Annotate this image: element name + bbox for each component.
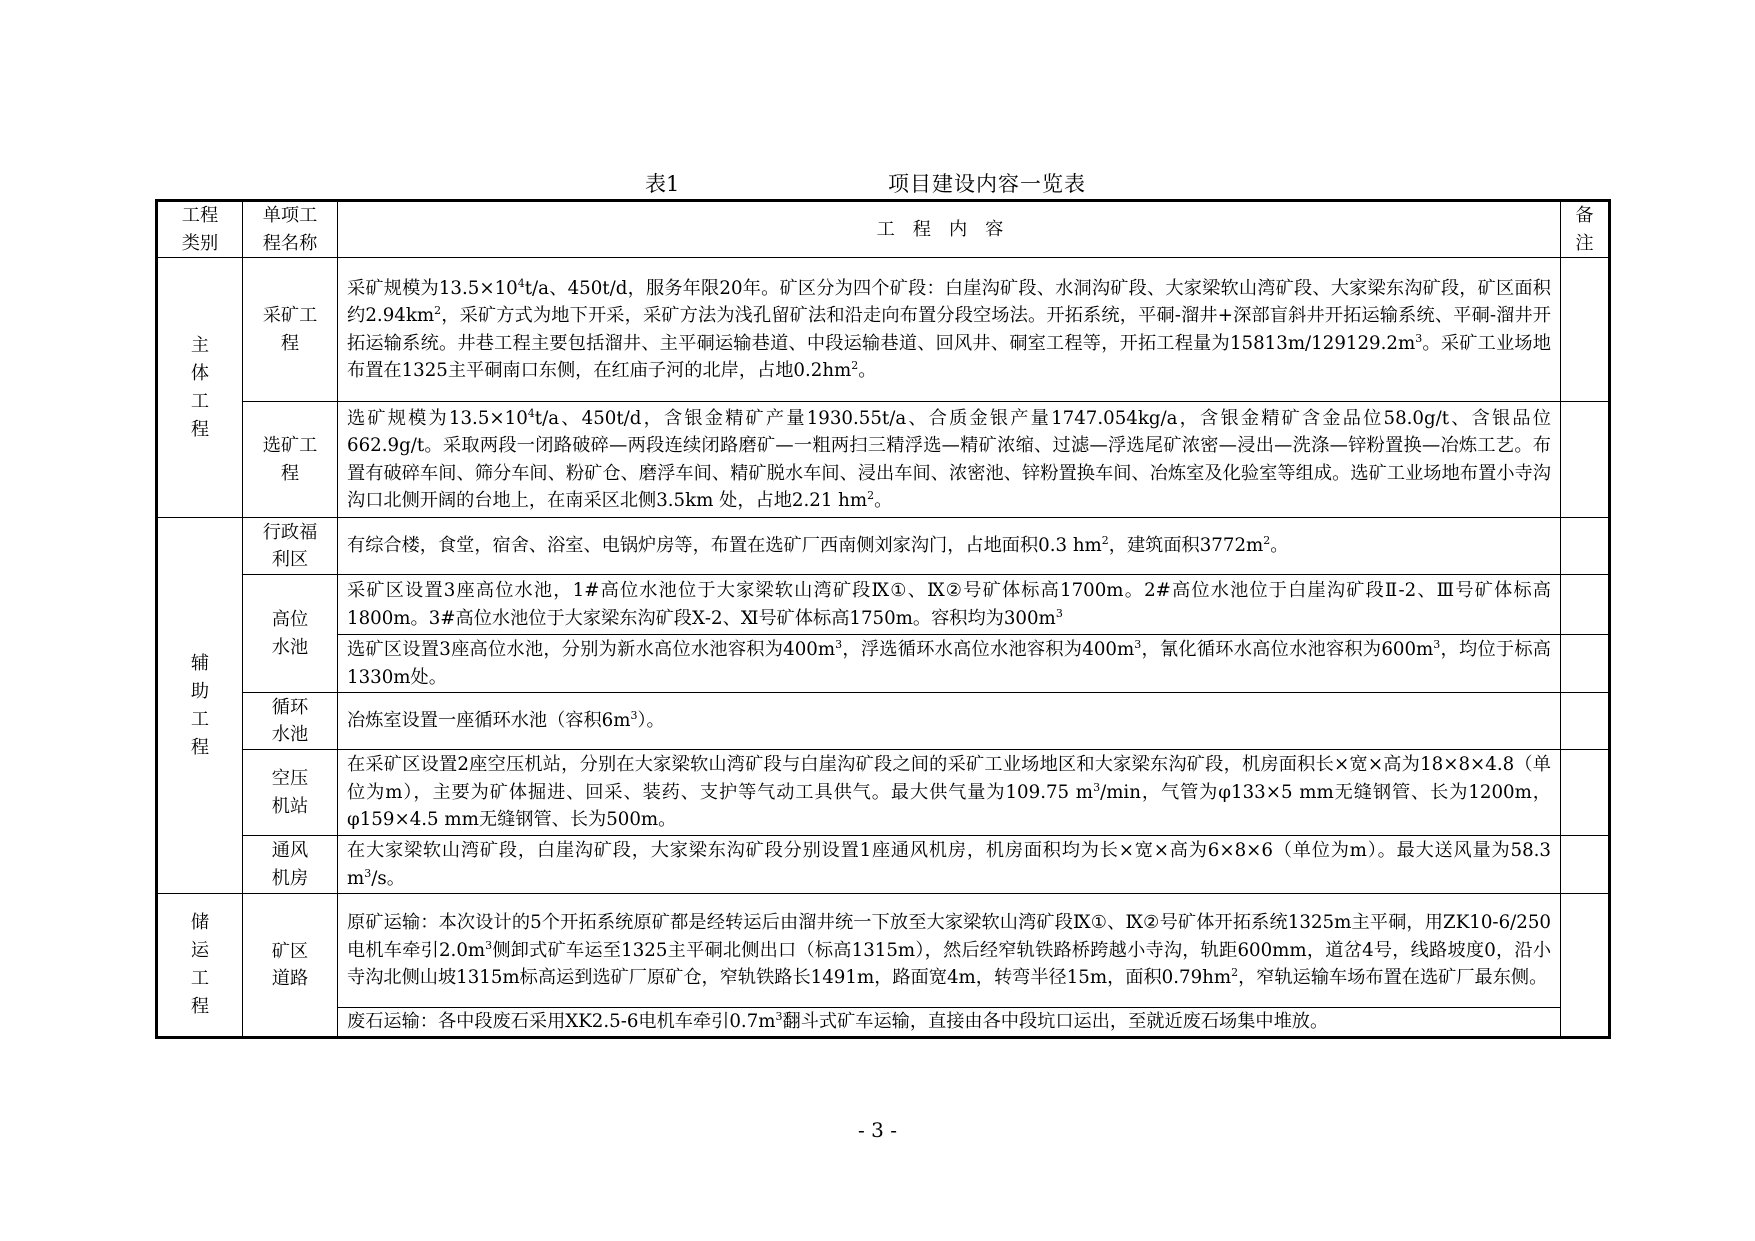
table-row [157,1008,1610,1038]
item-name-line1: 行政福 [262,521,318,543]
content-text: t/a、450t/d，含银金精矿产量1930.55t/a、合质金银产量1747.054kg/a，含银金精矿含金品位58.0g/t、含银品位662.9g/t。采取两段一闭路破碎—两段连续闭路磨矿—一粗两扫三精浮选—精矿浓缩、过滤—浮选尾矿浓密—浸出—洗涤—锌粉置换—冶炼工艺。布置有破碎车间、筛分车间、粉矿仓、磨浮车间、精矿脱水车间、浸出车间、浓密池、锌粉置换车间、冶炼室及化验室等组成。选矿工业场地布置小寺沟沟口北侧开阔的台地上，在南采区北侧3.5km 处，占地2.21 hm [347,407,1551,511]
item-name-cell [243,894,338,1038]
header-note-line2: 注 [1575,232,1594,254]
table-row [157,836,1610,894]
item-content-cell [338,258,1561,402]
item-content-cell [338,575,1561,635]
content-text: 采矿规模为13.5×10 [347,277,518,299]
header-name-line1: 单项工 [262,205,318,226]
header-type [157,201,243,258]
table-row [157,894,1610,1008]
item-name-line1: 采矿工 [262,305,318,326]
item-name-cell [243,693,338,750]
item-name-line1: 通风 [271,840,309,861]
content-text: 废石运输：各中段废石采用XK2.5-6电机车牵引0.7m [347,1011,776,1033]
item-name-line1: 高位 [271,609,309,630]
item-content-cell [338,1008,1561,1038]
item-content-cell [338,750,1561,836]
content-sup: 2 [434,303,442,317]
content-sup: 3 [630,709,638,723]
content-text: ，建筑面积3772m [1108,535,1264,557]
content-text: 。 [858,360,877,381]
item-name-line1: 空压 [271,768,309,789]
note-cell [1561,894,1610,1038]
content-text: 采矿区设置3座高位水池，1#高位水池位于大家梁软山湾矿段Ⅸ①、Ⅸ②号矿体标高1700m。2#高位水池位于白崖沟矿段Ⅱ-2、Ⅲ号矿体标高1800m。3#高位水池位于大家梁东沟矿段Ⅹ-2、Ⅺ号矿体标高1750m。容积均为300m [347,580,1551,629]
content-text: 有综合楼，食堂，宿舍、浴室、电锅炉房等，布置在选矿厂西南侧刘家沟门，占地面积0.3 hm [347,535,1102,557]
content-text: 原矿运输：本次设计的5个开拓系统原矿都是经转运后由溜井统一下放至大家梁软山湾矿段Ⅸ①、Ⅸ②号矿体开拓系统1325m主平硐，用ZK10-6/250电机车牵引2.0m [347,912,1551,961]
item-name-cell [243,518,338,575]
table-row [157,575,1610,635]
category-cell [157,258,243,518]
content-text: /min，气管为φ133×5 mm无缝钢管、长为1200m，φ159×4.5 mm无缝钢管、长为500m。 [347,781,1551,831]
content-text: /s。 [371,867,405,889]
note-cell [1561,258,1610,402]
item-name-cell [243,258,338,402]
content-sup: 3 [1093,780,1101,794]
content-text: t/a、450t/d，服务年限20年。矿区分为四个矿段：白崖沟矿段、水洞沟矿段、大家梁软山湾矿段、大家梁东沟矿段，矿区面积约2.94km [347,277,1551,326]
content-text: 侧卸式矿车运至1325主平硐北侧出口（标高1315m），然后经窄轨铁路桥跨越小寺沟，轨距600mm，道岔4号，线路坡度0，沿小寺沟北侧山坡1315m标高运到选矿厂原矿仓，窄轨铁路长1491m，路面宽4m，转弯半径15m，面积0.79hm [347,939,1552,989]
category-cell [157,894,243,1038]
header-content: 工程内容 [338,201,1561,258]
header-row [157,201,1610,258]
content-text: ，均位于标高1330m处。 [347,639,1551,688]
content-sup: 2 [1101,534,1109,548]
item-name-line1: 循环 [271,696,309,718]
table-row [157,402,1610,518]
item-name-cell [243,836,338,894]
item-name-line1: 选矿工 [262,435,318,456]
content-text: ，窄轨运输车场布置在选矿厂最东侧。 [1238,967,1548,989]
item-name-line2: 利区 [271,549,309,570]
content-sup: 3 [1433,637,1441,651]
item-name-cell [243,575,338,693]
table-row [157,635,1610,693]
content-text: 选矿规模为13.5×10 [347,407,528,429]
item-name-line2: 水池 [271,724,309,745]
table-row [157,518,1610,575]
content-text: 选矿区设置3座高位水池，分别为新水高位水池容积为400m [347,639,836,660]
table-number: 表1 [645,172,680,196]
item-content-cell [338,836,1561,894]
item-name-line2: 程 [280,332,300,354]
table-title: 项目建设内容一览表 [888,172,1086,196]
category-label: 储运工程 [190,912,210,1017]
header-name [243,201,338,258]
content-sup: 4 [527,406,535,420]
header-note [1561,201,1610,258]
header-name-line2: 程名称 [262,232,318,254]
page-number: - 3 - [858,1118,897,1142]
header-type-line1: 工程 [181,205,219,226]
category-cell [157,518,243,894]
item-content-cell [338,693,1561,750]
content-sup: 3 [835,637,843,651]
table-caption [155,168,1605,198]
content-sup: 3 [1055,606,1063,620]
content-sup: 2 [1231,966,1239,980]
content-text: ，采矿方式为地下开采，采矿方法为浅孔留矿法和沿走向布置分段空场法。开拓系统，平硐-溜井+深部盲斜井开拓运输系统、平硐-溜井开拓运输系统。井巷工程主要包括溜井、主平硐运输巷道、中段运输巷道、回风井、硐室工程等，开拓工程量为15813m/129129.2m [347,305,1551,354]
content-text: 在大家梁软山湾矿段，白崖沟矿段，大家梁东沟矿段分别设置1座通风机房，机房面积均为长×宽×高为6×8×6（单位为m）。最大送风量为58.3 m [347,840,1551,889]
project-content-table [155,199,1611,1039]
header-type-line2: 类别 [181,232,219,254]
item-content-cell [338,402,1561,518]
item-content-cell [338,635,1561,693]
content-text: 在采矿区设置2座空压机站，分别在大家梁软山湾矿段与白崖沟矿段之间的采矿工业场地区和大家梁东沟矿段，机房面积长×宽×高为18×8×4.8（单位为m），主要为矿体掘进、回采、装药、支护等气动工具供气。最大供气量为109.75 m [347,754,1551,803]
item-content-cell [338,518,1561,575]
content-sup: 3 [1415,331,1423,345]
content-sup: 3 [485,938,493,952]
item-name-line2: 水池 [271,636,309,658]
content-sup: 2 [851,358,859,372]
content-text: 翻斗式矿车运输，直接由各中段坑口运出，至就近废石场集中堆放。 [782,1011,1329,1033]
table-row [157,258,1610,402]
item-name-line2: 机站 [271,795,309,817]
note-cell [1561,836,1610,894]
item-name-line2: 机房 [271,867,309,889]
content-text: ，氰化循环水高位水池容积为600m [1141,639,1434,660]
content-text: ）。 [637,710,665,732]
content-text: 。采矿工业场地布置在1325主平硐南口东侧，在红庙子河的北岸，占地0.2hm [347,332,1551,381]
content-text: 。 [874,490,893,511]
item-name-cell [243,402,338,518]
content-text: ，浮选循环水高位水池容积为400m [842,639,1135,660]
content-sup: 3 [1134,637,1142,651]
item-name-line1: 矿区 [271,940,309,962]
category-label: 主体工程 [190,334,210,440]
item-name-line2: 程 [280,462,300,484]
content-text: 冶炼室设置一座循环水池（容积6m [347,710,631,732]
table-row [157,693,1610,750]
content-text: 。 [1270,535,1289,557]
content-sup: 2 [867,488,875,502]
content-sup: 3 [364,866,372,880]
content-sup: 2 [1263,534,1271,548]
category-label: 辅助工程 [190,652,210,758]
note-cell [1561,693,1610,750]
item-content-cell [338,894,1561,1008]
content-sup: 3 [775,1010,783,1024]
item-name-cell [243,750,338,836]
table-row [157,750,1610,836]
content-sup: 4 [517,276,525,290]
header-note-line1: 备 [1575,205,1594,226]
note-cell [1561,575,1610,635]
note-cell [1561,518,1610,575]
note-cell [1561,635,1610,693]
item-name-line2: 道路 [271,968,309,989]
note-cell [1561,750,1610,836]
note-cell [1561,402,1610,518]
